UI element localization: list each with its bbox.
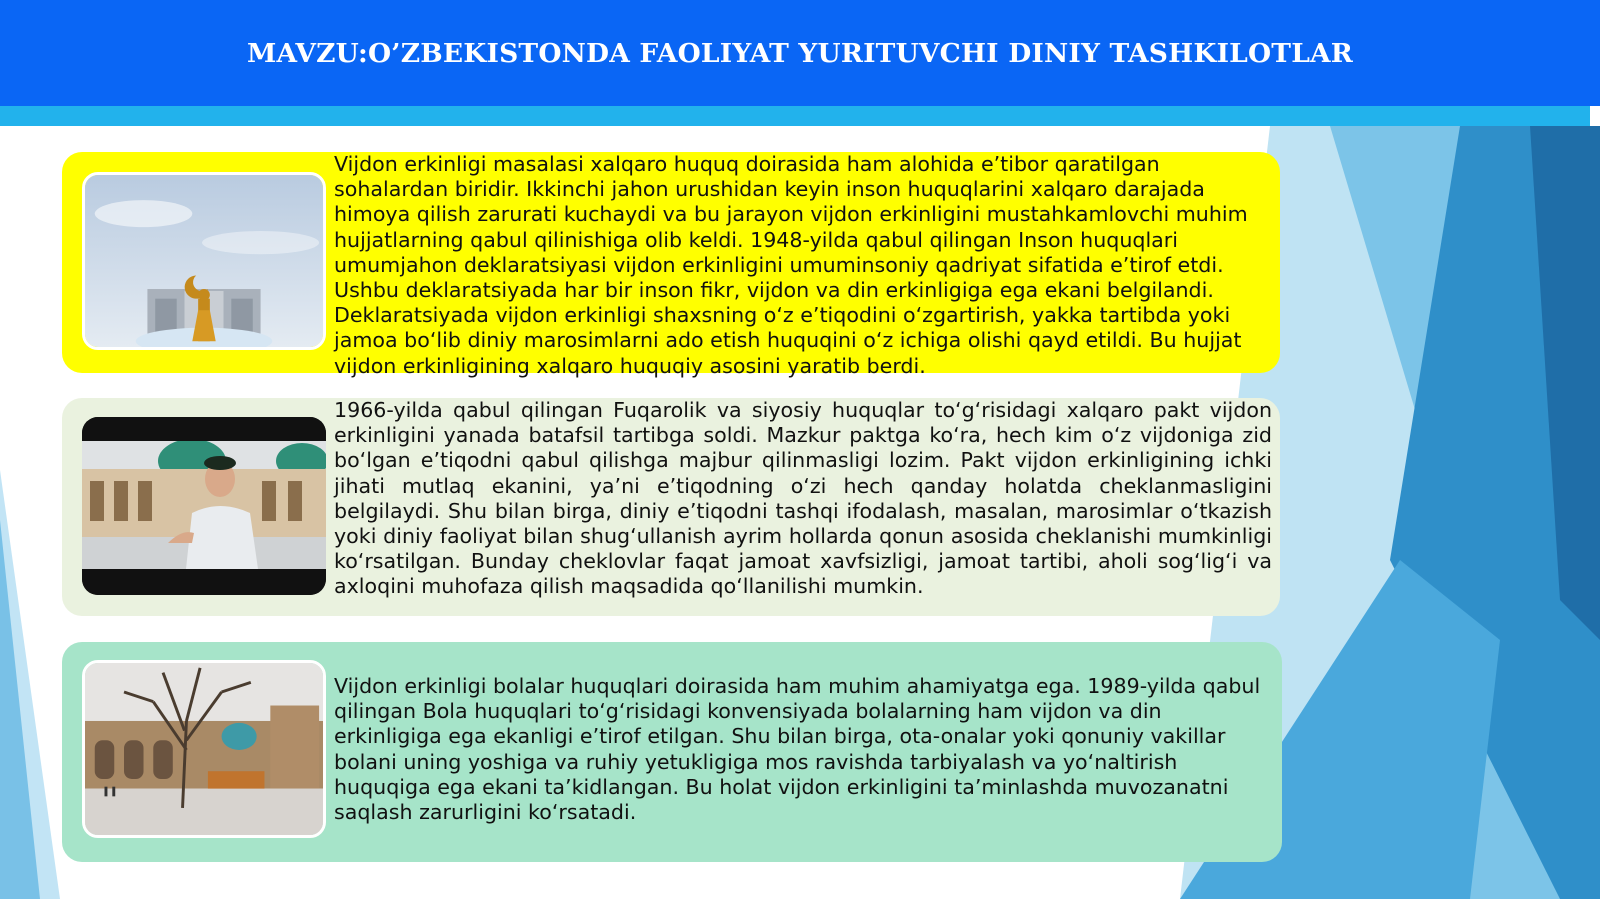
content-card-1: [62, 152, 1280, 378]
card-2-text: 1966-yilda qabul qilingan Fuqarolik va siyosiy huquqlar to‘g‘risidagi xalqaro pakt vijdon erkinligini yanada batafsil tartibga soldi. Mazkur paktga ko‘ra, hech kim o‘z vijdoniga zid bo‘lgan e’tiqodni qabul qilishga majbur qilinmasligi lozim. Pakt vijdon erkinligining ichki jihati mutlaq ekanini, ya’ni e’tiqodning o‘zi hech qanday holatda cheklanmasligini belgilaydi. Shu bilan birga, diniy e’tiqodni tashqi ifodalash, masalan, marosimlar o‘tkazish yoki diniy faoliyat bilan shug‘ullanish ayrim hollarda qonun asosida cheklanishi mumkinligi ko‘rsatilgan. Bunday cheklovlar faqat jamoat xavfsizligi, jamoat tartibi, aholi sog‘lig‘i va axloqini muhofaza qilish maqsadida qo‘llanilishi mumkin.: [334, 398, 1272, 599]
card-1-text: Vijdon erkinligi masalasi xalqaro huquq doirasida ham alohida e’tibor qaratilgan sohalardan biridir. Ikkinchi jahon urushidan keyin inson huquqlarini xalqaro darajada himoya qilish zarurati kuchaydi va bu jarayon vijdon erkinligini mustahkamlovchi muhim hujjatlarning qabul qilinishiga olib keldi. 1948-yilda qabul qilingan Inson huquqlari umumjahon deklaratsiyasi vijdon erkinligini umuminsoniy qadriyat sifatida e’tirof etdi. Ushbu deklaratsiyada har bir inson fikr, vijdon va din erkinligiga ega ekani belgilandi. Deklaratsiyada vijdon erkinligi shaxsning o‘z e’tiqodini o‘zgartirish, yakka tartibda yoki jamoa bo‘lib diniy marosimlarni ado etish huquqini o‘z ichiga olishi qayd etildi. Bu hujjat vijdon erkinligining xalqaro huquqiy asosini yaratib berdi.: [334, 152, 1248, 378]
content-card-3: [62, 642, 1282, 862]
man-praying-near-mosque-photo: [82, 417, 326, 595]
mosque-dome-crescent-photo: [82, 172, 326, 350]
slide-title: MAVZU:O’ZBEKISTONDA FAOLIYAT YURITUVCHI DINIY TASHKILOTLAR: [246, 37, 1354, 69]
madrasa-courtyard-tree-photo: [82, 660, 326, 838]
content-card-2: [62, 398, 1280, 616]
header-bar: [0, 0, 1600, 106]
header-accent-strip: [0, 106, 1590, 126]
deco-shape-left-light: [0, 470, 60, 899]
card-3-text: Vijdon erkinligi bolalar huquqlari doirasida ham muhim ahamiyatga ega. 1989-yilda qabul qilingan Bola huquqlari to‘g‘risidagi konvensiyada bolalarning ham vijdon va din erkinligiga ega ekanligi e’tirof etilgan. Shu bilan birga, ota-onalar yoki qonuniy vakillar bolani uning yoshiga va ruhiy yetukligiga mos ravishda tarbiyalash va yo‘naltirish huquqiga ega ekani ta’kidlangan. Bu holat vijdon erkinligini ta’minlashda muvozanatni saqlash zarurligini ko‘rsatadi.: [334, 674, 1261, 825]
